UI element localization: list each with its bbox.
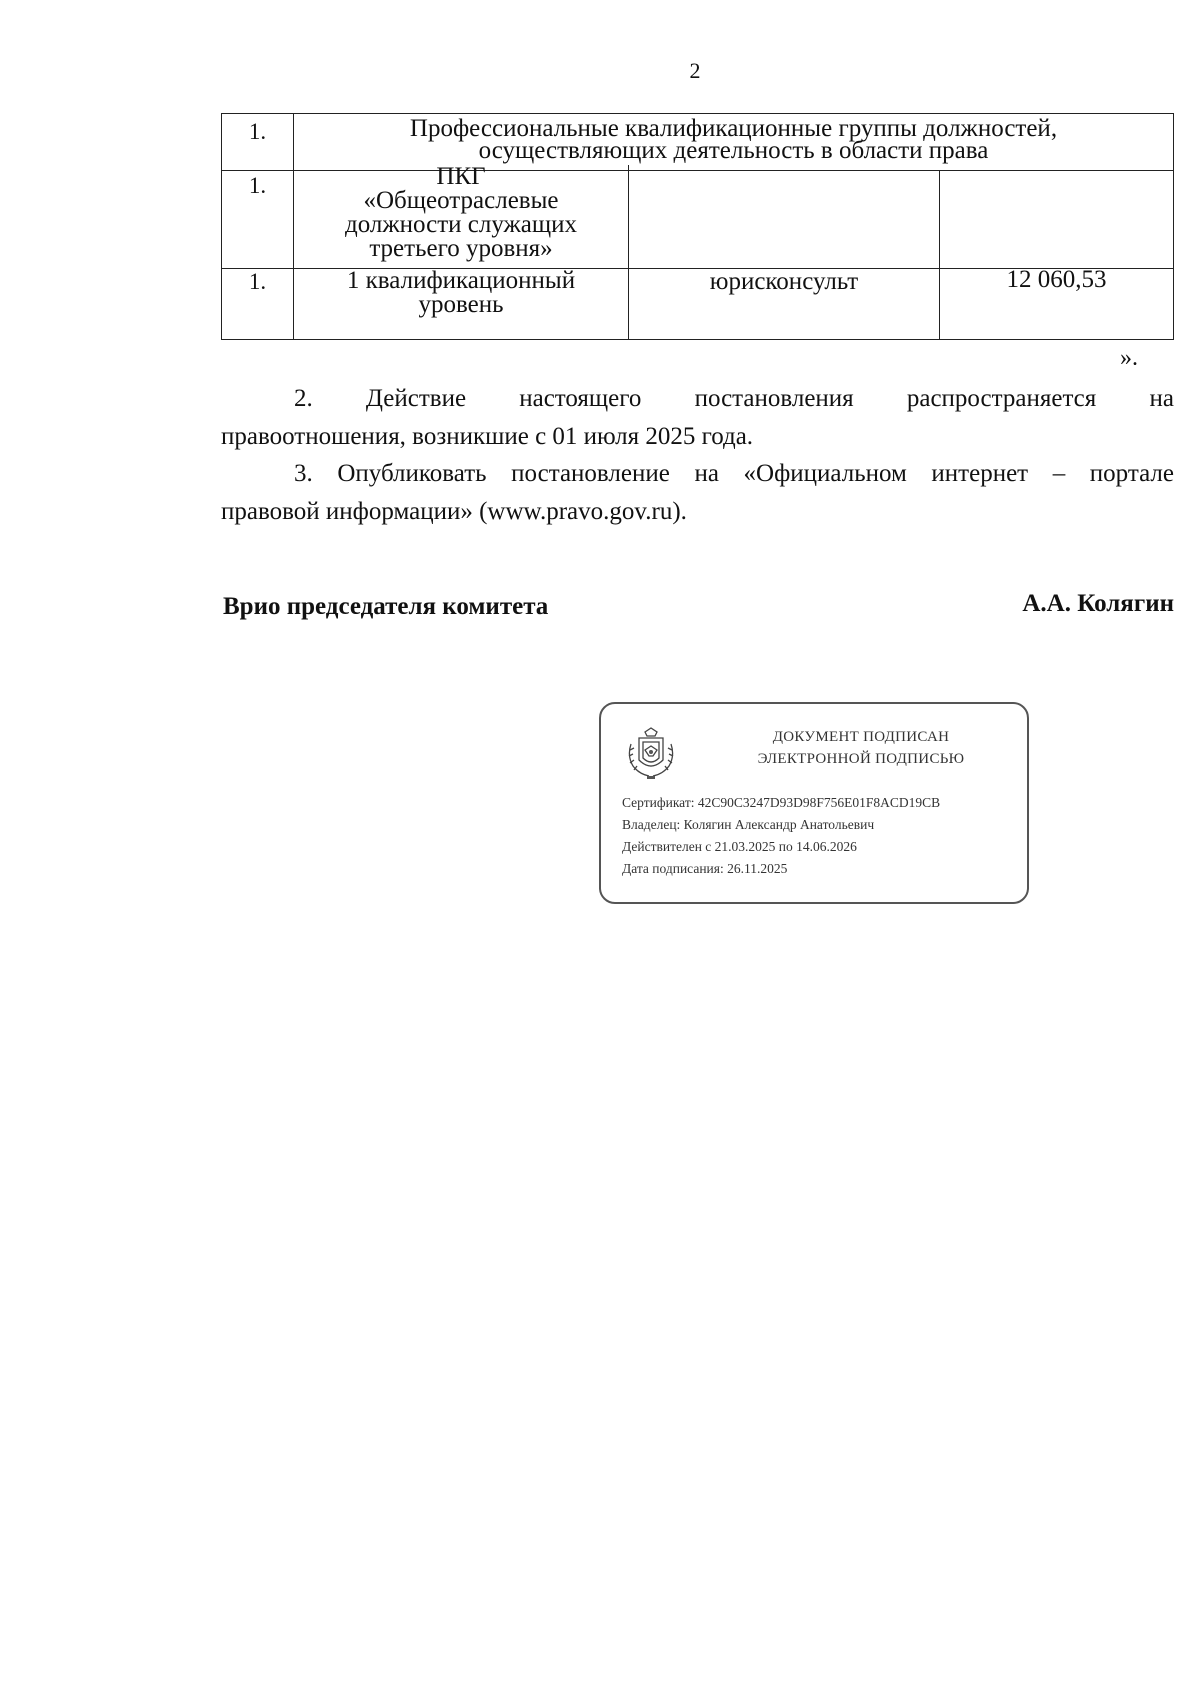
word: настоящего [519, 385, 642, 412]
signing-date: Дата подписания: 26.11.2025 [622, 861, 788, 876]
pkg-line3: должности служащих [344, 211, 578, 238]
paragraph-2 [221, 380, 1174, 456]
salary-cell: 12 060,53 [1006, 266, 1107, 293]
pkg-line2: «Общеотраслевые [363, 187, 559, 214]
table-row-pkg [222, 163, 1173, 269]
word: – [1052, 460, 1066, 487]
word: портале [1089, 460, 1174, 487]
paragraph-3 [221, 455, 1174, 531]
row-number: 1. [222, 269, 294, 339]
empty-cell [629, 171, 940, 268]
e-signature-heading-line1: ДОКУМЕНТ ПОДПИСАН [772, 729, 950, 745]
page-number: 2 [689, 58, 701, 83]
paragraph-2-rest: правоотношения, возникшие с 01 июля 2025 года. [221, 423, 754, 450]
pkg-line1: ПКГ [436, 163, 486, 190]
certificate-number: Сертификат: 42C90C3247D93D98F756E01F8ACD19CB [622, 795, 941, 810]
certificate-owner: Владелец: Колягин Александр Анатольевич [622, 817, 875, 832]
row-number: 1. [222, 114, 294, 170]
word: 3. [294, 460, 313, 487]
paragraph-3-rest: правовой информации» (www.pravo.gov.ru). [221, 498, 687, 525]
word: на [1149, 385, 1174, 412]
word: интернет [931, 460, 1029, 487]
e-signature-details [622, 792, 940, 880]
group-title-line2: осуществляющих деятельность в области права [478, 137, 989, 164]
salary-table [221, 113, 1174, 340]
empty-cell [940, 171, 1173, 268]
paragraph-2-first-line [221, 380, 1174, 418]
e-signature-stamp [599, 702, 1029, 904]
group-title-line1: Профессиональные квалификационные группы должностей, [409, 115, 1058, 142]
e-signature-heading [721, 726, 1001, 770]
e-signature-heading-line2: ЭЛЕКТРОННОЙ ПОДПИСЬЮ [757, 751, 965, 767]
level-line2: уровень [418, 291, 504, 318]
pkg-name-cell [294, 165, 629, 268]
word: Опубликовать [337, 460, 487, 487]
certificate-validity: Действителен с 21.03.2025 по 14.06.2026 [622, 839, 857, 854]
signer-name: А.А. Колягин [1022, 590, 1174, 617]
level-cell [294, 269, 629, 339]
word: постановления [694, 385, 854, 412]
closing-quote: ». [1120, 345, 1138, 371]
row-number: 1. [222, 171, 294, 268]
word: 2. [294, 385, 313, 412]
word: Действие [365, 385, 467, 412]
group-title-cell [294, 114, 1173, 170]
word: на [694, 460, 719, 487]
table-row-group [222, 114, 1173, 171]
pkg-line4: третьего уровня» [369, 235, 553, 262]
position-cell: юрисконсульт [629, 269, 940, 339]
word: постановление [511, 460, 670, 487]
table-row-level [222, 266, 1173, 339]
level-line1: 1 квалификационный [346, 267, 576, 294]
signer-position: Врио председателя комитета [223, 593, 549, 620]
paragraph-3-first-line [221, 455, 1174, 493]
coat-of-arms-icon [625, 726, 677, 780]
word: распространяется [906, 385, 1097, 412]
word: «Официальном [743, 460, 907, 487]
